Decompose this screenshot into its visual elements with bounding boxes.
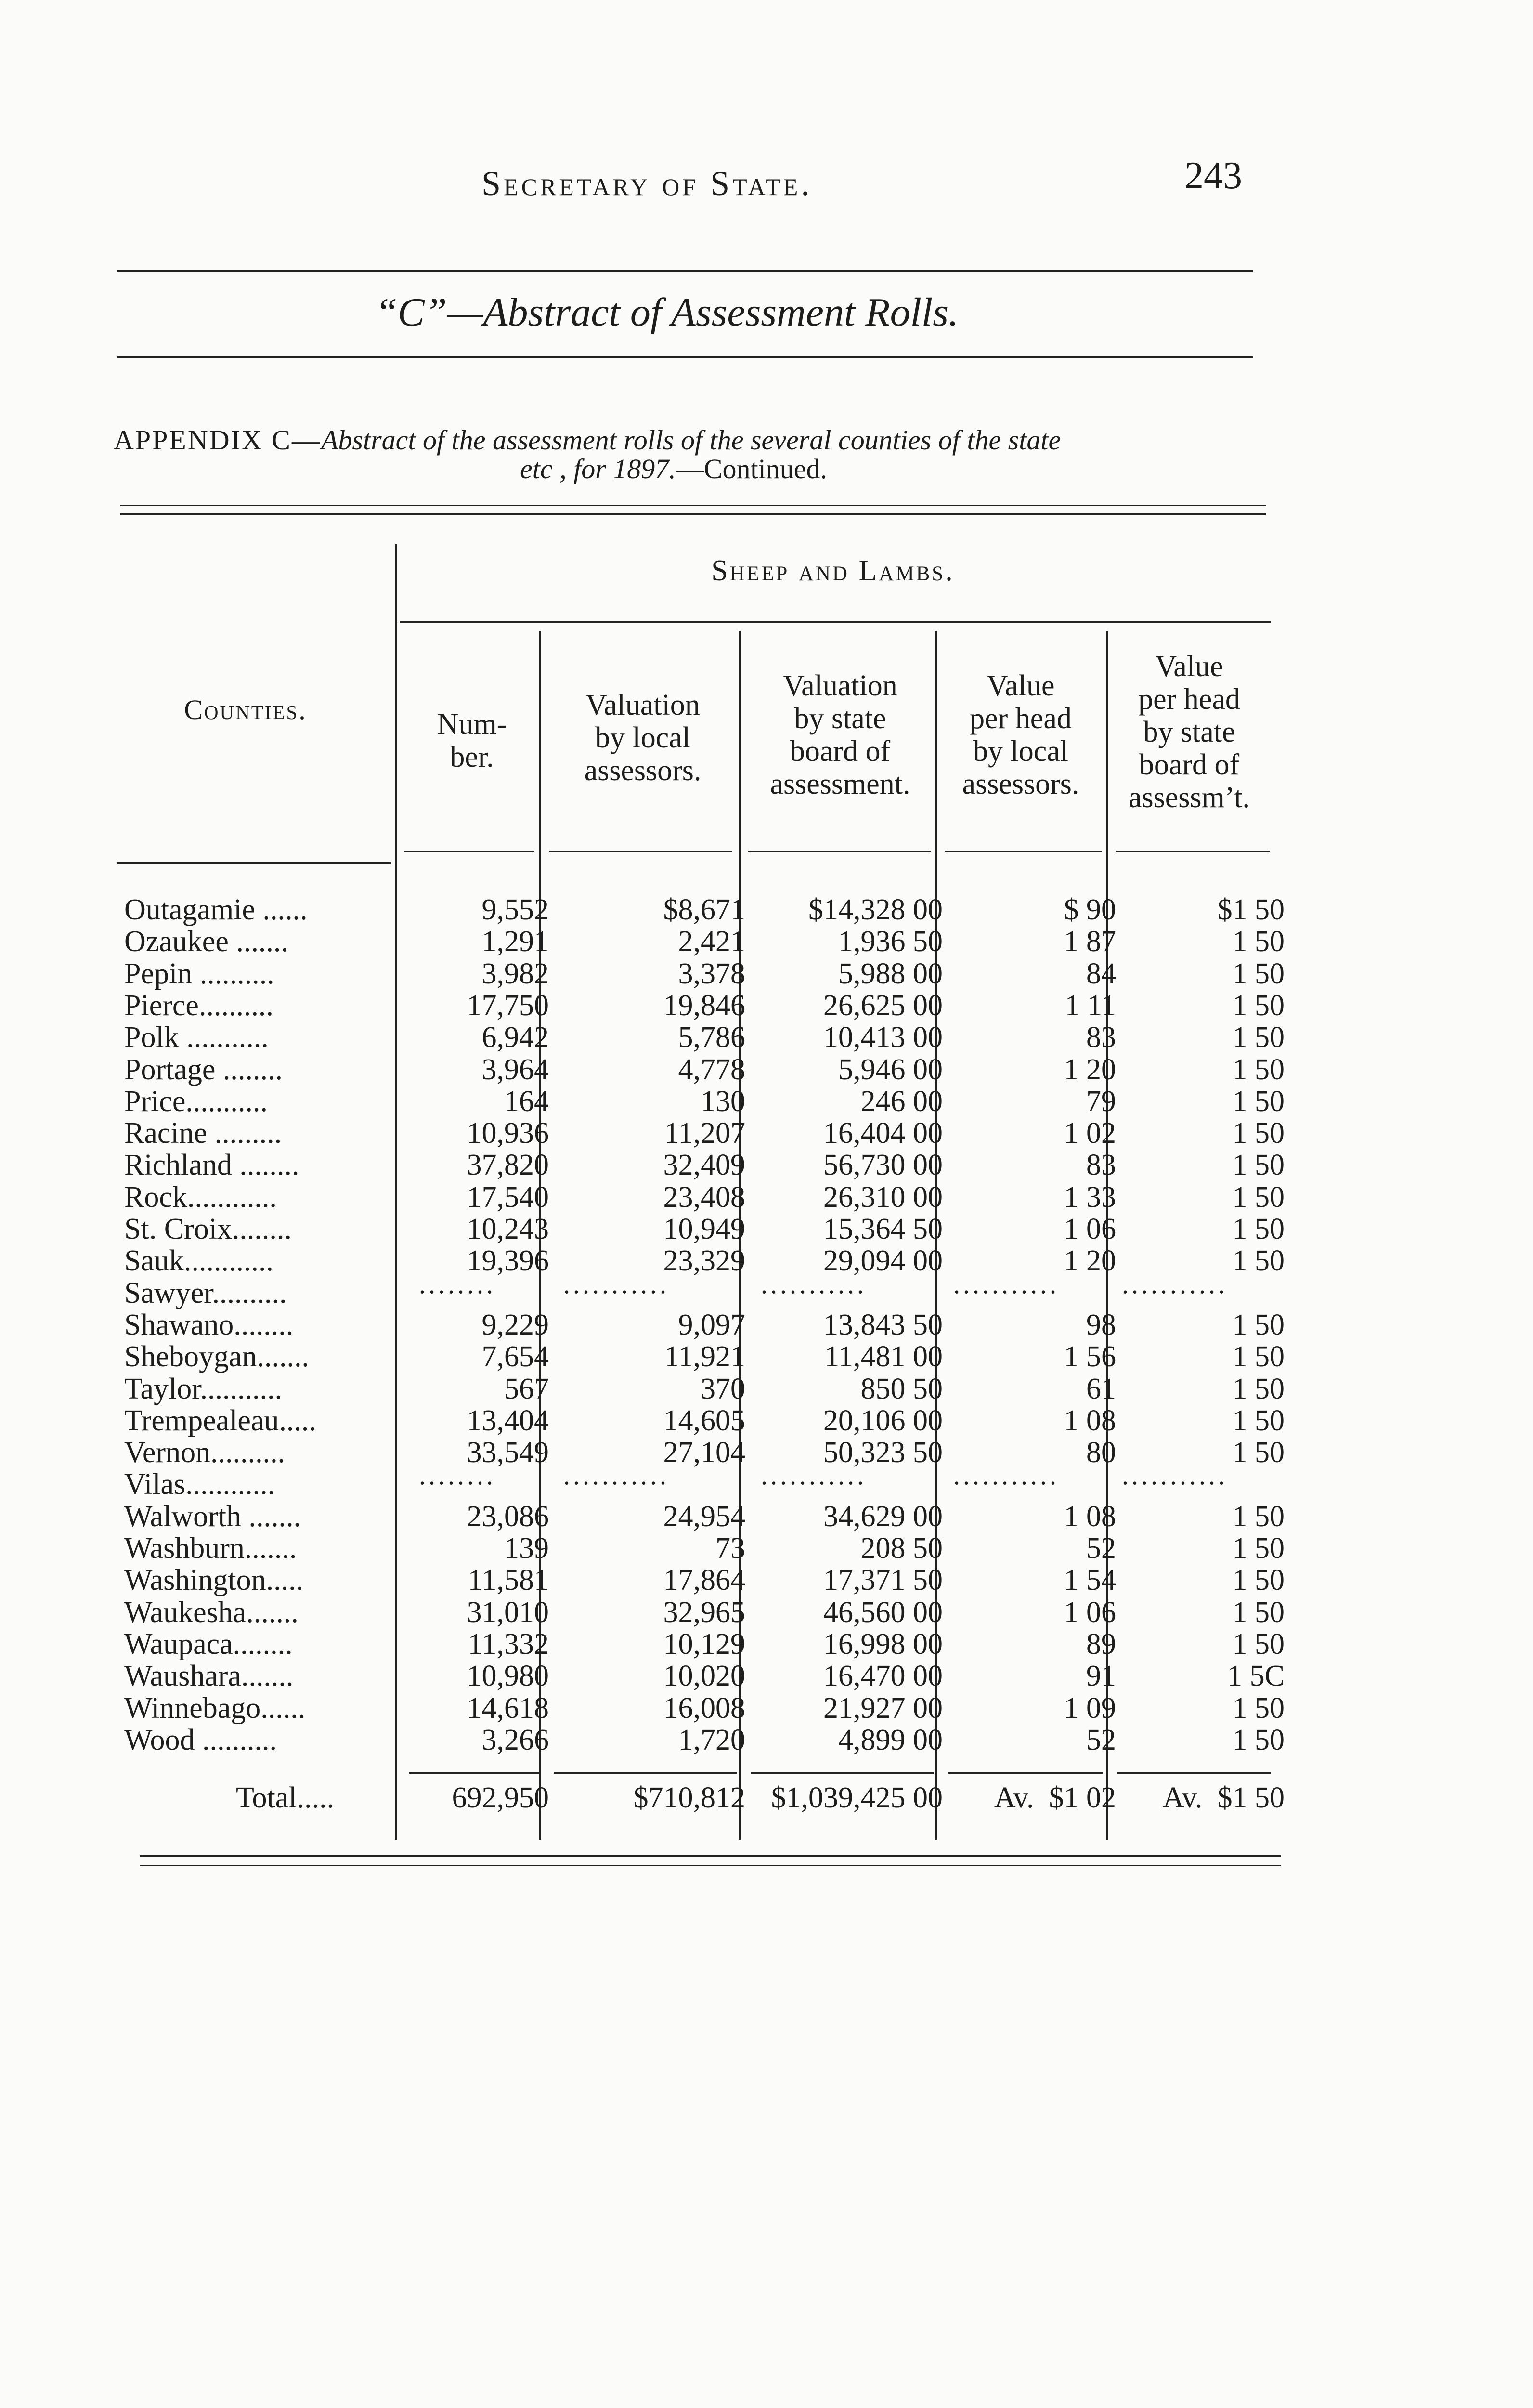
valuation-state-cell: 34,629 00: [823, 1500, 943, 1533]
group-header-rule: [400, 621, 1271, 623]
table-row: [0, 1309, 1533, 1341]
valuation-state-cell: 16,998 00: [823, 1628, 943, 1661]
county-name: Vernon..........: [124, 1437, 286, 1468]
number-cell: 23,086: [467, 1500, 549, 1533]
valuation-local-cell: 23,408: [663, 1181, 745, 1214]
header-number: [409, 708, 534, 773]
number-cell: 164: [504, 1085, 549, 1118]
number-dots: ........: [419, 1269, 496, 1299]
number-cell: 17,750: [467, 989, 549, 1022]
total-value-per-head-state: Av. $1 50: [1162, 1781, 1285, 1814]
number-cell: 10,243: [467, 1213, 549, 1245]
table-row: [0, 1373, 1533, 1405]
valuation-local-dots: ...........: [563, 1269, 669, 1299]
county-name: Washington.....: [124, 1564, 304, 1596]
county-name: Price...........: [124, 1086, 268, 1117]
value-state-dots: ...........: [1122, 1269, 1228, 1299]
valuation-state-cell: $14,328 00: [808, 893, 943, 926]
county-name: Shawano........: [124, 1309, 294, 1341]
total-rule-val-local: [554, 1772, 737, 1774]
value-per-head-local-cell: 52: [1086, 1724, 1116, 1756]
header-rule-bottom: [117, 356, 1253, 358]
header-value-per-head-local: Value per head by local assessors.: [962, 669, 1079, 800]
value-per-head-local-cell: $ 90: [1064, 893, 1116, 926]
total-valuation-state: $1,039,425 00: [771, 1781, 943, 1814]
total-row: [0, 1782, 1533, 1814]
value-per-head-local-cell: 61: [1086, 1373, 1116, 1405]
value-local-dots: ...........: [953, 1269, 1059, 1299]
number-cell: 10,936: [467, 1117, 549, 1150]
value-per-head-state-cell: 1 5C: [1227, 1660, 1285, 1692]
number-cell: 6,942: [481, 1021, 549, 1054]
running-title: Secretary of State.: [481, 164, 813, 203]
value-per-head-local-cell: 1 09: [1064, 1692, 1116, 1725]
valuation-state-cell: 13,843 50: [823, 1309, 943, 1341]
table-row: [0, 958, 1533, 990]
value-per-head-local-cell: 1 08: [1064, 1500, 1116, 1533]
valuation-state-cell: 16,470 00: [823, 1660, 943, 1692]
value-per-head-state-cell: 1 50: [1232, 1532, 1285, 1565]
valuation-local-cell: 24,954: [663, 1500, 745, 1533]
value-per-head-local-cell: 1 08: [1064, 1404, 1116, 1437]
header-valuation-state: Valuation by state board of assessment.: [770, 669, 910, 800]
value-per-head-state-cell: 1 50: [1232, 1021, 1285, 1054]
number-cell: 37,820: [467, 1149, 549, 1181]
number-cell: 33,549: [467, 1436, 549, 1469]
total-rule-number: [409, 1772, 539, 1774]
table-row: [0, 1564, 1533, 1596]
value-per-head-local-cell: 80: [1086, 1436, 1116, 1469]
valuation-state-cell: 15,364 50: [823, 1213, 943, 1245]
table-bottom-rule-1: [140, 1855, 1281, 1857]
table-row: [0, 926, 1533, 957]
valuation-state-cell: 5,988 00: [838, 957, 943, 990]
value-per-head-local-cell: 1 06: [1064, 1596, 1116, 1629]
value-per-head-local-cell: 1 87: [1064, 925, 1116, 958]
header-underline-counties: [117, 862, 391, 864]
header-number-line2: ber.: [450, 741, 494, 773]
county-name: Richland ........: [124, 1149, 299, 1181]
value-per-head-local-cell: 1 11: [1065, 989, 1116, 1022]
header-counties: Counties.: [184, 694, 307, 725]
value-per-head-state-cell: 1 50: [1232, 989, 1285, 1022]
table-row: [0, 1405, 1533, 1437]
valuation-state-cell: 850 50: [860, 1373, 943, 1405]
table-row: [0, 1692, 1533, 1724]
county-name: Vilas............: [124, 1468, 275, 1500]
valuation-state-cell: 26,310 00: [823, 1181, 943, 1214]
county-name: Racine .........: [124, 1117, 282, 1149]
valuation-local-cell: 16,008: [663, 1692, 745, 1725]
valuation-local-cell: 1,720: [678, 1724, 745, 1756]
table-row: [0, 1054, 1533, 1086]
section-title: “C”—Abstract of Assessment Rolls.: [375, 290, 959, 335]
value-per-head-state-cell: 1 50: [1232, 1149, 1285, 1181]
value-per-head-state-cell: 1 50: [1232, 1628, 1285, 1661]
valuation-state-cell: 26,625 00: [823, 989, 943, 1022]
valuation-local-dots: ...........: [563, 1461, 669, 1491]
county-name: Pierce..........: [124, 990, 273, 1021]
number-cell: 11,581: [468, 1564, 549, 1597]
number-cell: 11,332: [468, 1628, 549, 1661]
valuation-state-cell: 20,106 00: [823, 1404, 943, 1437]
table-row: [0, 1597, 1533, 1628]
table-row: [0, 1086, 1533, 1117]
table-row: [0, 1021, 1533, 1053]
value-per-head-local-cell: 89: [1086, 1628, 1116, 1661]
valuation-state-cell: 11,481 00: [824, 1340, 943, 1373]
county-name: Polk ...........: [124, 1021, 269, 1053]
value-per-head-state-cell: 1 50: [1232, 1373, 1285, 1405]
value-per-head-state-cell: 1 50: [1232, 1564, 1285, 1597]
value-state-dots: ...........: [1122, 1461, 1228, 1491]
value-per-head-local-cell: 1 33: [1064, 1181, 1116, 1214]
county-name: Rock............: [124, 1181, 277, 1213]
valuation-local-cell: 130: [701, 1085, 745, 1118]
valuation-local-cell: 17,864: [663, 1564, 745, 1597]
table-top-rule-2: [120, 513, 1266, 515]
county-name: Ozaukee .......: [124, 926, 288, 957]
valuation-local-cell: 4,778: [678, 1053, 745, 1086]
appendix-lead: APPENDIX C—: [114, 424, 321, 456]
number-cell: 13,404: [467, 1404, 549, 1437]
valuation-local-cell: 32,965: [663, 1596, 745, 1629]
number-cell: 31,010: [467, 1596, 549, 1629]
county-name: Sauk............: [124, 1245, 273, 1277]
value-per-head-state-cell: 1 50: [1232, 957, 1285, 990]
header-underline-val-local: [549, 851, 732, 852]
value-per-head-state-cell: 1 50: [1232, 1404, 1285, 1437]
county-name: Sheboygan.......: [124, 1341, 310, 1373]
table-row: [0, 1724, 1533, 1756]
county-name: Waushara.......: [124, 1660, 294, 1692]
valuation-state-cell: 246 00: [860, 1085, 943, 1118]
table-row: [0, 1628, 1533, 1660]
number-dots: ........: [419, 1461, 496, 1491]
total-value-per-head-local: Av. $1 02: [994, 1781, 1116, 1814]
table-row: [0, 1181, 1533, 1213]
number-cell: 9,229: [481, 1309, 549, 1341]
county-name: Taylor...........: [124, 1373, 283, 1405]
value-per-head-local-cell: 1 20: [1064, 1053, 1116, 1086]
header-underline-ph-state: [1116, 851, 1270, 852]
page-number: 243: [1184, 155, 1242, 197]
valuation-local-cell: 370: [701, 1373, 745, 1405]
number-cell: 3,266: [481, 1724, 549, 1756]
total-number: 692,950: [452, 1781, 549, 1814]
county-name: Washburn.......: [124, 1532, 297, 1564]
county-name: Outagamie ......: [124, 894, 308, 926]
value-per-head-local-cell: 1 20: [1064, 1244, 1116, 1277]
valuation-local-cell: 3,378: [678, 957, 745, 990]
table-row: [0, 990, 1533, 1021]
value-per-head-state-cell: 1 50: [1232, 925, 1285, 958]
table-row: [0, 1117, 1533, 1149]
number-cell: 3,982: [481, 957, 549, 990]
valuation-local-cell: 9,097: [678, 1309, 745, 1341]
table-row: [0, 1269, 1533, 1309]
header-underline-number: [404, 851, 534, 852]
table-row: [0, 1149, 1533, 1181]
value-per-head-local-cell: 83: [1086, 1149, 1116, 1181]
valuation-state-cell: 29,094 00: [823, 1244, 943, 1277]
appendix-line2-plain: —Continued.: [676, 453, 827, 484]
header-valuation-local: Valuation by local assessors.: [584, 689, 702, 787]
valuation-local-cell: 23,329: [663, 1244, 745, 1277]
county-name: Sawyer..........: [124, 1277, 287, 1309]
county-name: Waupaca........: [124, 1628, 293, 1660]
number-cell: 3,964: [481, 1053, 549, 1086]
value-per-head-state-cell: 1 50: [1232, 1596, 1285, 1629]
table-row: [0, 1461, 1533, 1500]
header-underline-ph-local: [945, 851, 1102, 852]
total-label: Total.....: [236, 1781, 335, 1814]
number-cell: 139: [504, 1532, 549, 1565]
appendix-italic: Abstract of the assessment rolls of the several counties of the state: [321, 424, 1061, 456]
value-per-head-local-cell: 1 06: [1064, 1213, 1116, 1245]
value-per-head-state-cell: 1 50: [1232, 1340, 1285, 1373]
value-per-head-local-cell: 83: [1086, 1021, 1116, 1054]
valuation-state-cell: 50,323 50: [823, 1436, 943, 1469]
valuation-local-cell: 27,104: [663, 1436, 745, 1469]
value-per-head-state-cell: 1 50: [1232, 1309, 1285, 1341]
valuation-local-cell: 73: [715, 1532, 745, 1565]
valuation-state-cell: 46,560 00: [823, 1596, 943, 1629]
total-valuation-local: $710,812: [633, 1781, 745, 1814]
valuation-local-cell: 19,846: [663, 989, 745, 1022]
value-per-head-local-cell: 84: [1086, 957, 1116, 990]
value-per-head-state-cell: 1 50: [1232, 1244, 1285, 1277]
header-underline-val-state: [748, 851, 931, 852]
group-header-sheep-and-lambs: Sheep and Lambs.: [711, 554, 955, 587]
number-cell: 1,291: [481, 925, 549, 958]
value-per-head-state-cell: 1 50: [1232, 1724, 1285, 1756]
value-per-head-local-cell: 79: [1086, 1085, 1116, 1118]
table-row: [0, 894, 1533, 926]
value-per-head-local-cell: 98: [1086, 1309, 1116, 1341]
table-row: [0, 1501, 1533, 1532]
county-name: Winnebago......: [124, 1692, 306, 1724]
header-value-per-head-state: Value per head by state board of assessm’t.: [1128, 650, 1250, 814]
county-name: St. Croix........: [124, 1213, 292, 1245]
valuation-local-cell: 5,786: [678, 1021, 745, 1054]
valuation-state-cell: 17,371 50: [823, 1564, 943, 1597]
valuation-local-cell: 11,921: [664, 1340, 745, 1373]
valuation-local-cell: 11,207: [664, 1117, 745, 1150]
table-row: [0, 1532, 1533, 1564]
appendix-caption: [114, 424, 1279, 456]
appendix-caption-line2: [520, 453, 827, 485]
total-rule-ph-local: [948, 1772, 1103, 1774]
table-row: [0, 1341, 1533, 1373]
header-number-line1: Num-: [437, 708, 507, 741]
county-name: Pepin ..........: [124, 958, 274, 990]
value-per-head-local-cell: 1 54: [1064, 1564, 1116, 1597]
valuation-local-cell: 10,129: [663, 1628, 745, 1661]
value-per-head-local-cell: 52: [1086, 1532, 1116, 1565]
total-rule-ph-state: [1117, 1772, 1271, 1774]
valuation-state-cell: 4,899 00: [838, 1724, 943, 1756]
header-rule-top: [117, 270, 1253, 272]
value-per-head-local-cell: 1 02: [1064, 1117, 1116, 1150]
value-local-dots: ...........: [953, 1461, 1059, 1491]
value-per-head-state-cell: 1 50: [1232, 1117, 1285, 1150]
county-name: Walworth .......: [124, 1501, 301, 1532]
value-per-head-state-cell: 1 50: [1232, 1181, 1285, 1214]
value-per-head-state-cell: 1 50: [1232, 1436, 1285, 1469]
county-name: Wood ..........: [124, 1724, 277, 1756]
valuation-state-dots: ...........: [761, 1461, 867, 1491]
value-per-head-state-cell: 1 50: [1232, 1053, 1285, 1086]
valuation-local-cell: 10,949: [663, 1213, 745, 1245]
valuation-state-cell: 1,936 50: [838, 925, 943, 958]
valuation-state-cell: 21,927 00: [823, 1692, 943, 1725]
valuation-local-cell: 32,409: [663, 1149, 745, 1181]
county-name: Waukesha.......: [124, 1597, 299, 1628]
table-row: [0, 1213, 1533, 1245]
value-per-head-state-cell: 1 50: [1232, 1692, 1285, 1725]
number-cell: 10,980: [467, 1660, 549, 1692]
table-row: [0, 1660, 1533, 1692]
valuation-state-cell: 56,730 00: [823, 1149, 943, 1181]
valuation-local-cell: 2,421: [678, 925, 745, 958]
valuation-local-cell: $8,671: [663, 893, 745, 926]
value-per-head-local-cell: 1 56: [1064, 1340, 1116, 1373]
value-per-head-state-cell: 1 50: [1232, 1213, 1285, 1245]
number-cell: 19,396: [467, 1244, 549, 1277]
county-name: Portage ........: [124, 1054, 283, 1086]
appendix-line2-italic: etc , for 1897.: [520, 453, 676, 484]
valuation-state-cell: 10,413 00: [823, 1021, 943, 1054]
value-per-head-state-cell: $1 50: [1217, 893, 1285, 926]
valuation-state-dots: ...........: [761, 1269, 867, 1299]
total-rule-val-state: [751, 1772, 934, 1774]
value-per-head-state-cell: 1 50: [1232, 1085, 1285, 1118]
table-bottom-rule-2: [140, 1865, 1281, 1866]
valuation-local-cell: 10,020: [663, 1660, 745, 1692]
number-cell: 567: [504, 1373, 549, 1405]
valuation-state-cell: 208 50: [860, 1532, 943, 1565]
number-cell: 14,618: [467, 1692, 549, 1725]
valuation-state-cell: 5,946 00: [838, 1053, 943, 1086]
number-cell: 17,540: [467, 1181, 549, 1214]
valuation-state-cell: 16,404 00: [823, 1117, 943, 1150]
table-top-rule-1: [120, 505, 1266, 506]
valuation-local-cell: 14,605: [663, 1404, 745, 1437]
value-per-head-local-cell: 91: [1086, 1660, 1116, 1692]
number-cell: 7,654: [481, 1340, 549, 1373]
value-per-head-state-cell: 1 50: [1232, 1500, 1285, 1533]
number-cell: 9,552: [481, 893, 549, 926]
county-name: Trempealeau.....: [124, 1405, 316, 1437]
